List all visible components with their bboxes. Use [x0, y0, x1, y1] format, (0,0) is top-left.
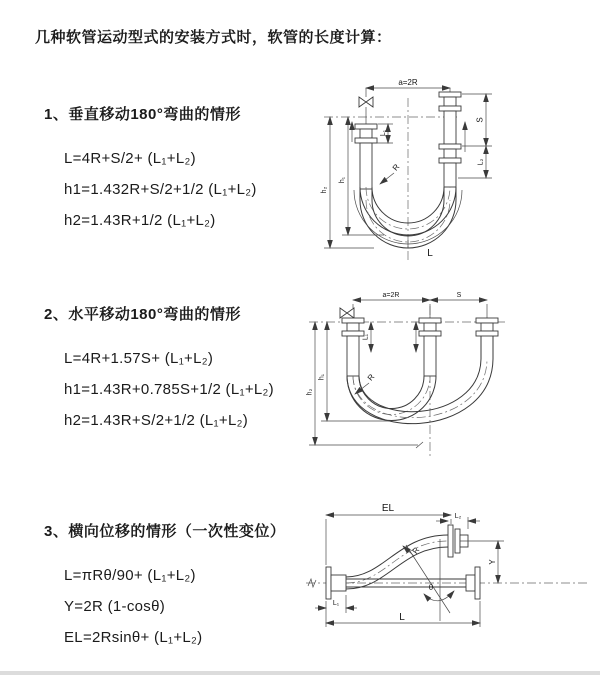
- dim-label-h1: h₁: [339, 176, 346, 184]
- right-flange-fitting: [476, 318, 498, 359]
- hose-u-bend-position-1: [347, 376, 436, 421]
- page-title: 几种软管运动型式的安装方式时，软管的长度计算：: [35, 29, 392, 46]
- dim-label-l1: L₁: [380, 129, 387, 137]
- left-flange-fitting: [342, 318, 364, 376]
- dim-label-r: R: [390, 162, 402, 173]
- section-heading: 2、水平移动180°弯曲的情形: [44, 306, 241, 323]
- dimension-l1: [315, 595, 357, 627]
- dim-label-h2: h₂: [306, 388, 314, 396]
- formula-line: h1=1.43R+0.785S+1/2 (L₁+L₂): [64, 381, 274, 398]
- radius-callout: [380, 162, 402, 184]
- dim-label-l: L: [427, 248, 433, 259]
- valve-icon: [359, 88, 373, 124]
- dim-label-theta: θ: [428, 583, 434, 592]
- formula-line: EL=2Rsinθ+ (L₁+L₂): [64, 629, 203, 646]
- dim-label-y: Y: [488, 559, 497, 565]
- formula-line: L=4R+1.57S+ (L₁+L₂): [64, 350, 214, 367]
- section-vertical-movement: [44, 103, 257, 230]
- dimension-length-L: [326, 601, 480, 627]
- dim-label-r: R: [410, 545, 422, 556]
- dim-label-l: L: [399, 612, 405, 623]
- dim-label-a2r: a=2R: [398, 78, 418, 87]
- dimension-l1: [363, 322, 417, 352]
- middle-flange-fitting: [419, 318, 441, 376]
- formula-line: h2=1.43R+S/2+1/2 (L₁+L₂): [64, 412, 249, 429]
- formula-line: L=πRθ/90+ (L₁+L₂): [64, 567, 196, 584]
- dimension-EL: [326, 503, 451, 565]
- dim-label-el: EL: [381, 503, 395, 514]
- dimension-l2: [436, 513, 480, 529]
- dimension-top-a2r: [366, 78, 450, 92]
- diagram-horizontal-180-bend: [303, 282, 600, 462]
- section-heading: 1、垂直移动180°弯曲的情形: [44, 106, 241, 123]
- diagram-lateral-displacement: [298, 495, 600, 645]
- hose-s-curve: [346, 535, 448, 589]
- formula-line: h1=1.432R+S/2+1/2 (L₁+L₂): [64, 181, 257, 198]
- dim-label-r: R: [365, 372, 377, 383]
- formula-line: h2=1.43R+1/2 (L₁+L₂): [64, 212, 216, 229]
- formula-line: L=4R+S/2+ (L₁+L₂): [64, 150, 196, 167]
- section-horizontal-movement: [44, 303, 274, 430]
- dim-label-l1: L₁: [332, 600, 340, 607]
- dim-label-h2: h₂: [321, 186, 328, 194]
- left-flange-fitting: [326, 567, 346, 599]
- section-heading: 3、横向位移的情形（一次性变位）: [44, 523, 286, 540]
- dimension-S-L2: [458, 94, 492, 178]
- dimension-top: [353, 292, 487, 318]
- dim-label-l2: L₂: [477, 158, 485, 166]
- dim-label-s: S: [475, 117, 485, 123]
- formula-line: Y=2R (1-cosθ): [64, 598, 166, 615]
- dim-label-h1: h₁: [318, 373, 326, 381]
- diagram-vertical-180-bend: [308, 72, 598, 264]
- scan-edge: [0, 671, 600, 675]
- break-mark: [308, 579, 316, 587]
- dim-label-l2: L₂: [454, 513, 462, 520]
- dim-label-s: S: [456, 292, 462, 299]
- dim-label-l1: L₁: [362, 333, 370, 341]
- right-flange-fitting: [439, 92, 461, 200]
- section-lateral-displacement: [44, 520, 285, 647]
- dim-label-a2r: a=2R: [382, 292, 400, 299]
